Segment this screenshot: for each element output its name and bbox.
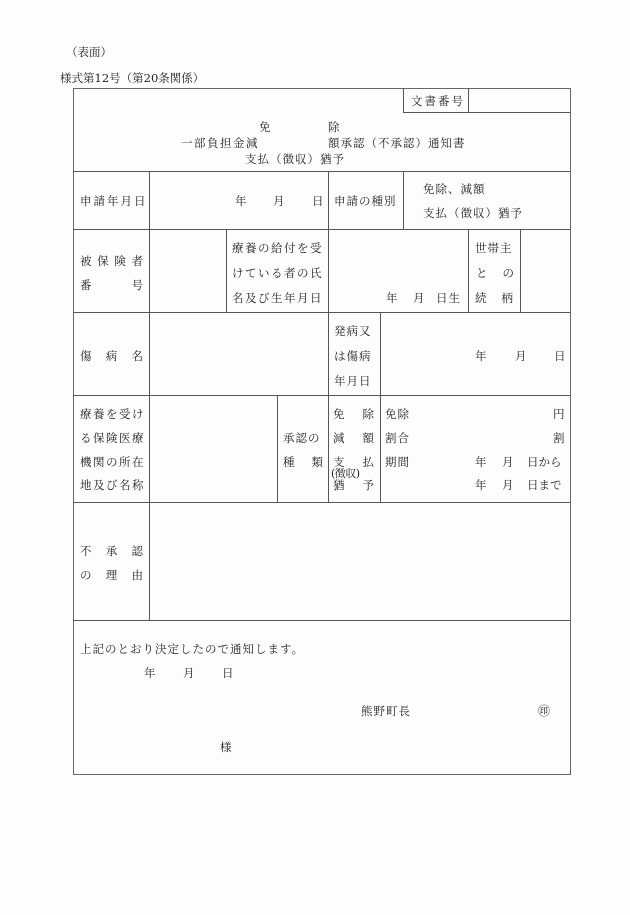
disease-name-field[interactable] xyxy=(152,318,324,390)
divider xyxy=(73,502,570,503)
doc-number-label: 文書番号 xyxy=(411,94,465,108)
divider xyxy=(73,395,570,396)
notice-message: 上記のとおり決定したので通知します。 xyxy=(80,642,305,656)
divider xyxy=(73,229,570,230)
application-date-label: 申請年月日 xyxy=(80,194,148,208)
patient-label: 療養の給付を受 xyxy=(232,241,323,255)
reason-field[interactable] xyxy=(153,506,566,616)
divider xyxy=(73,171,570,172)
relation-label: 世帯主 xyxy=(475,241,513,255)
divider xyxy=(73,620,570,621)
approval-kind-exempt[interactable]: 免 除 xyxy=(333,407,374,421)
application-type-option-exempt-reduce[interactable]: 免除、減額 xyxy=(423,182,486,196)
relation-field[interactable] xyxy=(523,234,567,306)
ratio-field[interactable] xyxy=(420,428,550,446)
application-type-label: 申請の種別 xyxy=(334,194,397,208)
patient-name-field[interactable] xyxy=(332,234,464,284)
onset-date-label: 発病又 xyxy=(334,324,372,338)
disease-name-label: 傷 病 名 xyxy=(80,349,143,363)
issuer-name: 熊野町長 xyxy=(361,704,411,718)
insured-number-label: 被 保 険 者 xyxy=(80,254,143,268)
exemption-amount-label: 免除 xyxy=(385,407,410,421)
exemption-amount-field[interactable] xyxy=(420,404,550,422)
divider xyxy=(73,312,570,313)
ratio-label: 割合 xyxy=(385,431,410,445)
doc-number-field[interactable] xyxy=(472,93,566,109)
reason-label: 不 承 認 xyxy=(80,544,143,558)
form-number: 様式第12号（第20条関係） xyxy=(60,71,205,85)
period-label: 期間 xyxy=(385,455,410,469)
period-to: 日まで xyxy=(527,478,562,492)
notice-date: 日 xyxy=(222,666,234,680)
period-from: 日から xyxy=(527,455,562,469)
addressee-suffix: 様 xyxy=(220,740,232,754)
insured-number-field[interactable] xyxy=(152,234,222,306)
institution-field[interactable] xyxy=(152,400,273,498)
addressee-field[interactable] xyxy=(150,735,215,753)
institution-label: 療養を受け xyxy=(80,407,145,421)
approval-kind-reduce[interactable]: 減 額 xyxy=(333,431,374,445)
side-label: （表面） xyxy=(66,45,112,59)
seal-icon: ㊞ xyxy=(538,704,551,718)
application-type-option-defer[interactable]: 支払（徴収）猶予 xyxy=(423,206,523,220)
approval-kind-label: 承認の xyxy=(283,431,321,445)
